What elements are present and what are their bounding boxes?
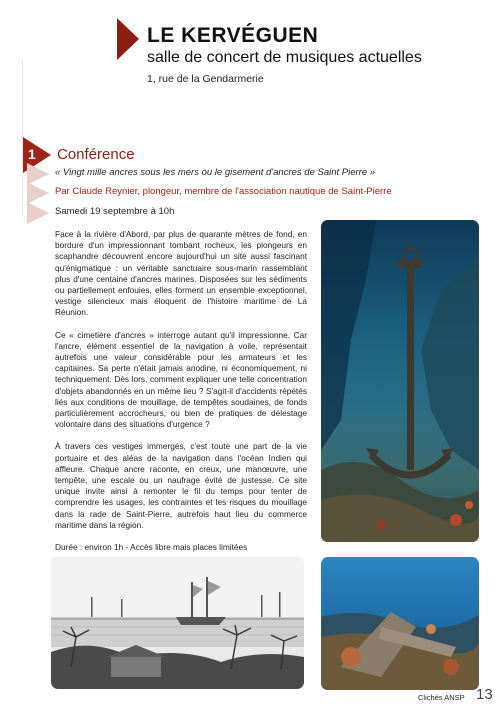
anchor-on-seabed-photo [321, 557, 479, 690]
underwater-anchor-illustration [321, 220, 479, 542]
venue-address: 1, rue de la Gendarmerie [147, 73, 264, 85]
page-number: 13 [476, 686, 493, 703]
header-triangle-icon [117, 18, 139, 60]
talk-title: « Vingt mille ancres sous les mers ou le gisement d'ancres de Saint Pierre » [55, 167, 376, 178]
harbor-engraving [51, 557, 304, 689]
photo-credit: Clichés ANSP [418, 693, 465, 702]
decor-triangle-icon [27, 202, 49, 224]
paragraph: À travers ces vestiges immergés, c'est toute une part de la vie portuaire et des aléas de la navigation dans l'océan Indien qui affleure. Chaque ancre raconte, en creux, une manœuvre, une tempête, une escale ou un naufrage évité de justesse. Ce site unique invite ainsi à remonter le fil du temps pour tenter de comprendre les usages, les contraintes et les risques du mouillage dans la rade de Saint-Pierre, autrefois haut lieu du commerce maritime dans la région. [55, 441, 307, 530]
article-body [55, 229, 307, 564]
speaker-line: Par Claude Reynier, plongeur, membre de l'association nautique de Saint-Pierre [55, 186, 392, 197]
decor-triangle-icon [27, 182, 49, 204]
underwater-anchor-photo [321, 220, 479, 542]
paragraph: Ce « cimetière d'ancres » interroge autant qu'il impressionne. Car l'ancre, élément essentiel de la navigation à voile, représentait autrefois une valeur considérable pour les armateurs et les capitaines. Sa perte n'était jamais anodine, ni économiquement, ni techniquement. Dès lors, comment expliquer une telle concentration d'objets abandonnés en un même lieu ? S'agit-il d'accidents répétés liés aux conditions de mouillage, de tempêtes soudaines, de fonds particulièrement accrocheurs, ou bien de pratiques de délestage volontaire dans des situations d'urgence ? [55, 329, 307, 430]
paragraph: Durée : environ 1h - Accès libre mais places limitées [55, 542, 248, 553]
harbor-engraving-illustration [51, 557, 304, 689]
paragraph: Face à la rivière d'Abord, par plus de quarante mètres de fond, en bordure d'un impressionnant tombant rocheux, les plongeurs en scaphandre découvrent encore aujourd'hui un site aussi fascinant qu'énigmatique : un véritable sanctuaire sous-marin rassemblant plus d'une centaine d'ancres marines. Disposées sur les sédiments ou partiellement enfouies, elles forment un ensemble exceptionnel, vestige silencieux mais éloquent de l'histoire maritime de La Réunion. [55, 229, 307, 318]
venue-title: LE KERVÉGUEN [147, 24, 319, 47]
seabed-anchor-illustration [321, 557, 479, 690]
section-number: 1 [28, 146, 36, 162]
venue-subtitle: salle de concert de musiques actuelles [147, 49, 422, 66]
section-title: Conférence [57, 146, 135, 163]
event-date: Samedi 19 septembre à 10h [55, 206, 175, 217]
